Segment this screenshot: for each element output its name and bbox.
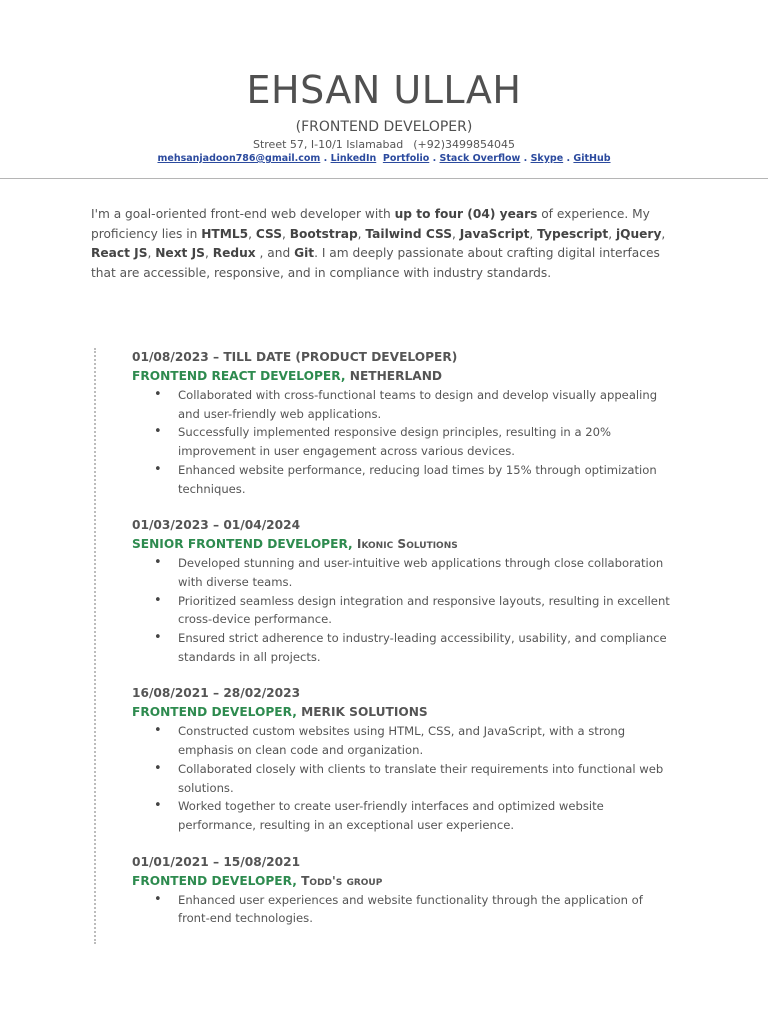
skill: jQuery: [615, 226, 662, 241]
candidate-name: EHSAN ULLAH: [246, 68, 522, 112]
job-entry: [132, 348, 677, 498]
job-position: FRONTEND DEVELOPER,: [132, 873, 297, 888]
job-title: [132, 872, 677, 891]
job-bullet: • Ensured strict adherence to industry-leading accessibility, usability, and compliance standards in all projects.: [132, 629, 677, 666]
job-date: 01/03/2023 – 01/04/2024: [132, 518, 301, 533]
summary-sep: ,: [529, 226, 538, 241]
phone: (+92)3499854045: [413, 138, 516, 151]
skill: JavaScript: [459, 226, 530, 241]
job-company: Todd's group: [296, 873, 383, 888]
job-title: [132, 703, 677, 722]
skill: CSS: [255, 226, 283, 241]
summary-sep: , and: [255, 246, 295, 260]
github-link[interactable]: GitHub: [573, 153, 611, 164]
job-bullet: • Collaborated closely with clients to translate their requirements into functional web solutions.: [132, 760, 677, 797]
job-bullets: [132, 891, 677, 928]
linkedin-link[interactable]: LinkedIn: [330, 153, 377, 164]
summary-paragraph: [91, 205, 677, 283]
job-entry: [132, 516, 677, 666]
summary-sep: ,: [661, 226, 666, 241]
job-bullet: • Developed stunning and user-intuitive web applications through close collaboration with diverse teams.: [132, 554, 677, 591]
skill: Bootstrap: [289, 226, 358, 241]
summary-sep: ,: [147, 246, 156, 260]
skill: Typescript: [537, 226, 609, 241]
job-bullet: • Constructed custom websites using HTML, CSS, and JavaScript, with a strong emphasis on clean code and organization.: [132, 722, 677, 759]
summary-sep: ,: [248, 226, 256, 241]
job-date: 16/08/2021 – 28/02/2023: [132, 686, 301, 701]
summary-sep: ,: [357, 226, 366, 241]
summary-sep: ,: [282, 226, 290, 241]
contact-line: [0, 138, 768, 152]
skill: React JS: [91, 246, 148, 260]
job-bullet: • Successfully implemented responsive design principles, resulting in a 20% improvement in user engagement across various devices.: [132, 423, 677, 460]
job-bullet: • Collaborated with cross-functional teams to design and develop visually appealing and user-friendly web applications.: [132, 386, 677, 423]
job-bullets: [132, 386, 677, 498]
skill: Tailwind CSS: [365, 226, 452, 241]
address: Street 57, I-10/1 Islamabad: [252, 138, 404, 151]
candidate-role: (FRONTEND DEVELOPER): [295, 119, 473, 135]
skill: HTML5: [201, 226, 249, 241]
job-title: [132, 535, 677, 554]
job-position: FRONTEND REACT DEVELOPER,: [132, 369, 346, 383]
job-position: FRONTEND DEVELOPER,: [132, 705, 297, 720]
experience-section: [132, 348, 677, 946]
summary-text: of experience. My proficiency lies in: [91, 207, 650, 241]
job-position: SENIOR FRONTEND DEVELOPER,: [132, 537, 353, 552]
job-title: [132, 367, 677, 386]
job-bullet: • Enhanced user experiences and website functionality through the application of front-end technologies.: [132, 891, 677, 928]
summary-experience: up to four (04) years: [394, 207, 538, 221]
skill: Next JS: [155, 246, 205, 260]
job-bullets: [132, 722, 677, 834]
experience-timeline-line: [94, 348, 99, 944]
email-link[interactable]: mehsanjadoon786@gmail.com: [157, 153, 321, 164]
job-bullet: • Worked together to create user-friendly interfaces and optimized website performance, resulting in an exceptional user experience.: [132, 797, 677, 834]
portfolio-link[interactable]: Portfolio: [382, 153, 430, 164]
job-bullets: [132, 554, 677, 666]
skill: Redux: [212, 246, 256, 260]
job-bullet: • Enhanced website performance, reducing load times by 15% through optimization techniques.: [132, 461, 677, 498]
summary-sep: ,: [452, 226, 460, 241]
job-company: MERIK SOLUTIONS: [296, 705, 428, 720]
summary-text: I'm a goal-oriented front-end web developer with: [91, 207, 395, 221]
stackoverflow-link[interactable]: Stack Overflow: [439, 153, 521, 164]
resume-header: [0, 66, 768, 166]
job-entry: [132, 684, 677, 834]
job-date: 01/08/2023 – TILL DATE (PRODUCT DEVELOPER): [132, 350, 458, 364]
job-entry: [132, 853, 677, 928]
skill: Git: [294, 246, 315, 260]
job-bullet: • Prioritized seamless design integration and responsive layouts, resulting in excellent cross-device performance.: [132, 592, 677, 629]
skype-link[interactable]: Skype: [530, 153, 564, 164]
summary-sep: ,: [204, 246, 213, 260]
job-date: 01/01/2021 – 15/08/2021: [132, 854, 301, 869]
job-company: Ikonic Solutions: [352, 537, 458, 552]
header-divider: [0, 178, 768, 179]
contact-links: mehsanjadoon786@gmail.com . LinkedIn Portfolio . Stack Overflow . Skype . GitHub: [157, 153, 611, 164]
summary-text: . I am deeply passionate about crafting digital interfaces that are accessible, responsive, and in compliance with industry standards.: [91, 246, 660, 280]
summary-sep: ,: [608, 226, 616, 241]
job-company: NETHERLAND: [345, 369, 443, 383]
